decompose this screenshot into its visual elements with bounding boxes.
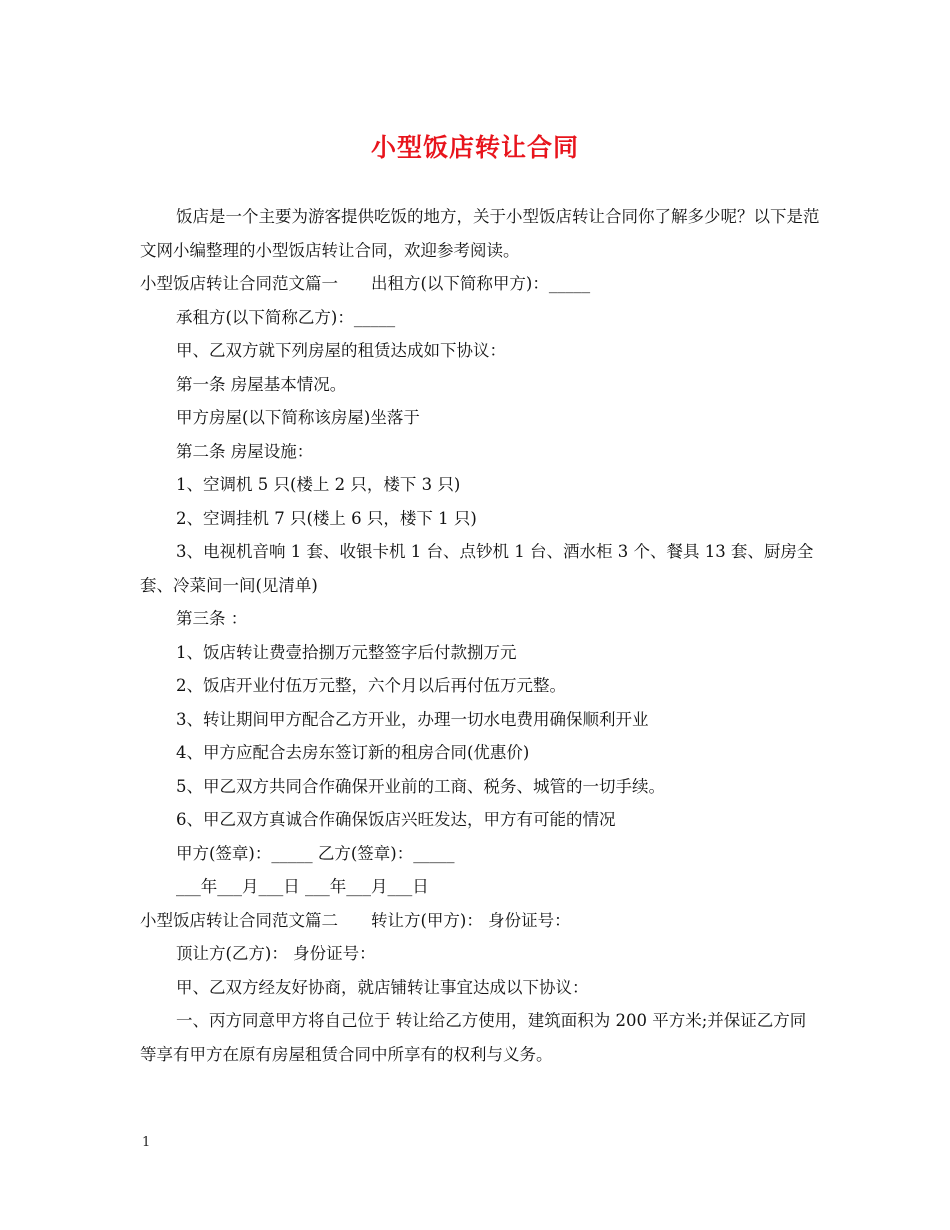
paragraph: 甲方(签章)：_____ 乙方(签章)：_____ [176,843,455,863]
paragraph: 第一条 房屋基本情况。 [176,374,347,394]
paragraph: 2、饭店开业付伍万元整，六个月以后再付伍万元整。 [176,676,566,695]
paragraph: 顶让方(乙方)： 身份证号： [176,944,376,963]
document-title: 小型饭店转让合同 [370,133,579,162]
paragraph: 甲、乙双方经友好协商，就店铺转让事宜达成以下协议： [176,977,589,997]
paragraph: 1、空调机 5 只(楼上 2 只，楼下 3 只) [176,475,461,494]
paragraph: 4、甲方应配合去房东签订新的租房合同(优惠价) [176,743,530,762]
document-body [140,200,820,1071]
paragraph: ___年___月___日 ___年___月___日 [176,877,429,896]
paragraph: 1、饭店转让费壹拾捌万元整签字后付款捌万元 [176,642,517,662]
paragraph: 第三条 ： [176,609,248,628]
paragraph: 甲方房屋(以下简称该房屋)坐落于 [176,408,420,427]
paragraph: 5、甲乙双方共同合作确保开业前的工商、税务、城管的一切手续。 [176,776,665,796]
paragraph: 6、甲乙双方真诚合作确保饭店兴旺发达，甲方有可能的情况 [176,810,616,829]
paragraph: 2、空调挂机 7 只(楼上 6 只，楼下 1 只) [176,508,477,528]
paragraph: 甲、乙双方就下列房屋的租赁达成如下协议： [176,341,506,360]
paragraph: 小型饭店转让合同范文篇一 出租方(以下简称甲方)：_____ [140,274,591,293]
paragraph: 3、转让期间甲方配合乙方开业，办理一切水电费用确保顺利开业 [176,709,649,729]
paragraph: 小型饭店转让合同范文篇二 转让方(甲方)： 身份证号： [140,910,571,930]
paragraph: 3、电视机音响 1 套、收银卡机 1 台、点钞机 1 台、酒水柜 3 个、餐具 13 套、厨房全套、冷菜间一间(见清单) [140,542,814,595]
page-number: 1 [142,1135,151,1150]
paragraph: 饭店是一个主要为游客提供吃饭的地方，关于小型饭店转让合同你了解多少呢？以下是范文网小编整理的小型饭店转让合同，欢迎参考阅读。 [140,207,820,260]
paragraph: 第二条 房屋设施： [176,441,314,461]
paragraph: 一、丙方同意甲方将自己位于 转让给乙方使用，建筑面积为 200 平方米;并保证乙方同等享有甲方在原有房屋租赁合同中所享有的权利与义务。 [140,1011,807,1064]
paragraph: 承租方(以下简称乙方)：_____ [176,307,396,327]
